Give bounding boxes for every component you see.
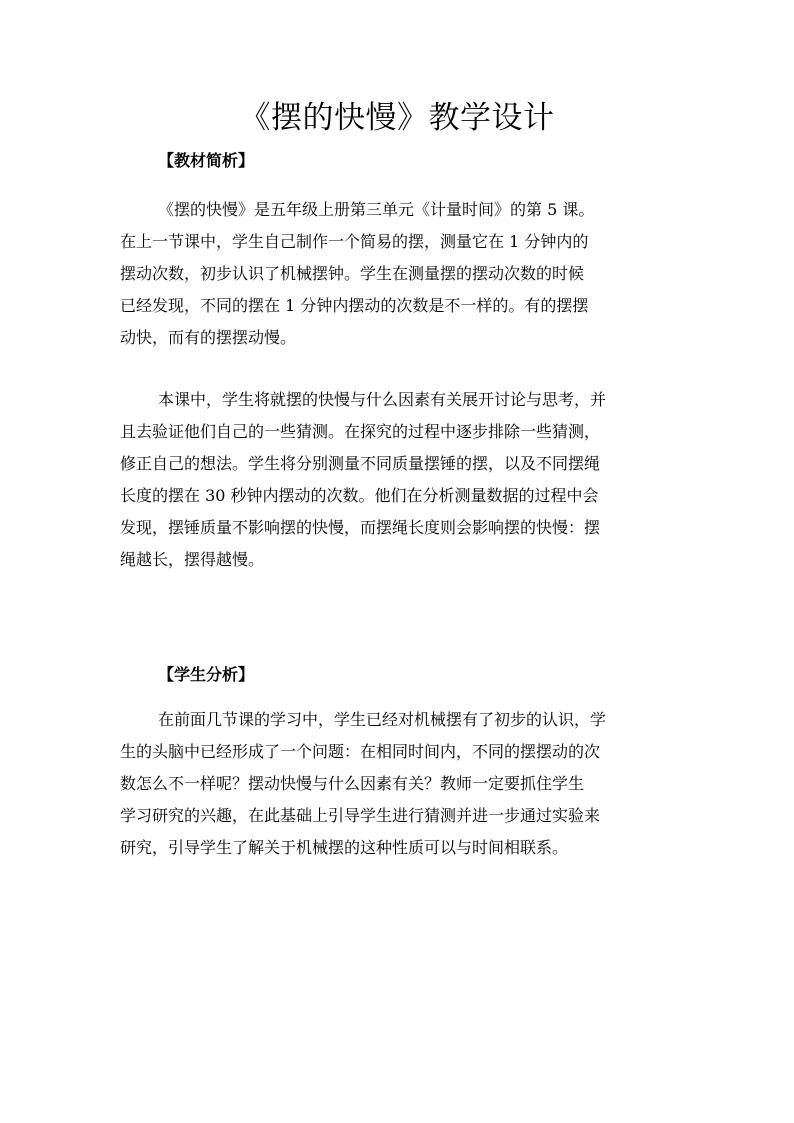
paragraph-line: 且去验证他们自己的一些猜测。在探究的过程中逐步排除一些猜测， [120, 422, 601, 441]
paragraph-line: 本课中，学生将就摆的快慢与什么因素有关展开讨论与思考，并 [158, 390, 607, 409]
paragraph-line: 动快，而有的摆摆动慢。 [120, 328, 297, 347]
paragraph-line: 发现，摆锤质量不影响摆的快慢，而摆绳长度则会影响摆的快慢：摆 [120, 518, 601, 537]
textbook-analysis-paragraph-1 [120, 194, 680, 354]
paragraph-line: 数怎么不一样呢？摆动快慢与什么因素有关？教师一定要抓住学生 [120, 774, 585, 793]
student-analysis-paragraph [120, 704, 680, 864]
document-title: 《摆的快慢》教学设计 [239, 100, 555, 136]
paragraph-line: 已经发现，不同的摆在 1 分钟内摆动的次数是不一样的。有的摆摆 [120, 296, 589, 315]
section-heading-textbook-analysis: 【教材简析】 [158, 151, 255, 170]
paragraph-line: 绳越长，摆得越慢。 [120, 550, 265, 569]
section-heading-student-analysis: 【学生分析】 [158, 665, 255, 684]
paragraph-line: 学习研究的兴趣，在此基础上引导学生进行猜测并进一步通过实验来 [120, 806, 601, 825]
textbook-analysis-paragraph-2 [120, 384, 680, 576]
paragraph-line: 《摆的快慢》是五年级上册第三单元《计量时间》的第 5 课。 [158, 200, 595, 219]
paragraph-line: 长度的摆在 30 秒钟内摆动的次数。他们在分析测量数据的过程中会 [120, 486, 599, 505]
paragraph-line: 研究，引导学生了解关于机械摆的这种性质可以与时间相联系。 [120, 838, 569, 857]
paragraph-line: 在前面几节课的学习中，学生已经对机械摆有了初步的认识，学 [158, 710, 607, 729]
paragraph-line: 生的头脑中已经形成了一个问题：在相同时间内，不同的摆摆动的次 [120, 742, 601, 761]
paragraph-line: 在上一节课中，学生自己制作一个简易的摆，测量它在 1 分钟内的 [120, 232, 589, 251]
paragraph-line: 摆动次数，初步认识了机械摆钟。学生在测量摆的摆动次数的时候 [120, 264, 585, 283]
paragraph-line: 修正自己的想法。学生将分别测量不同质量摆锤的摆，以及不同摆绳 [120, 454, 601, 473]
